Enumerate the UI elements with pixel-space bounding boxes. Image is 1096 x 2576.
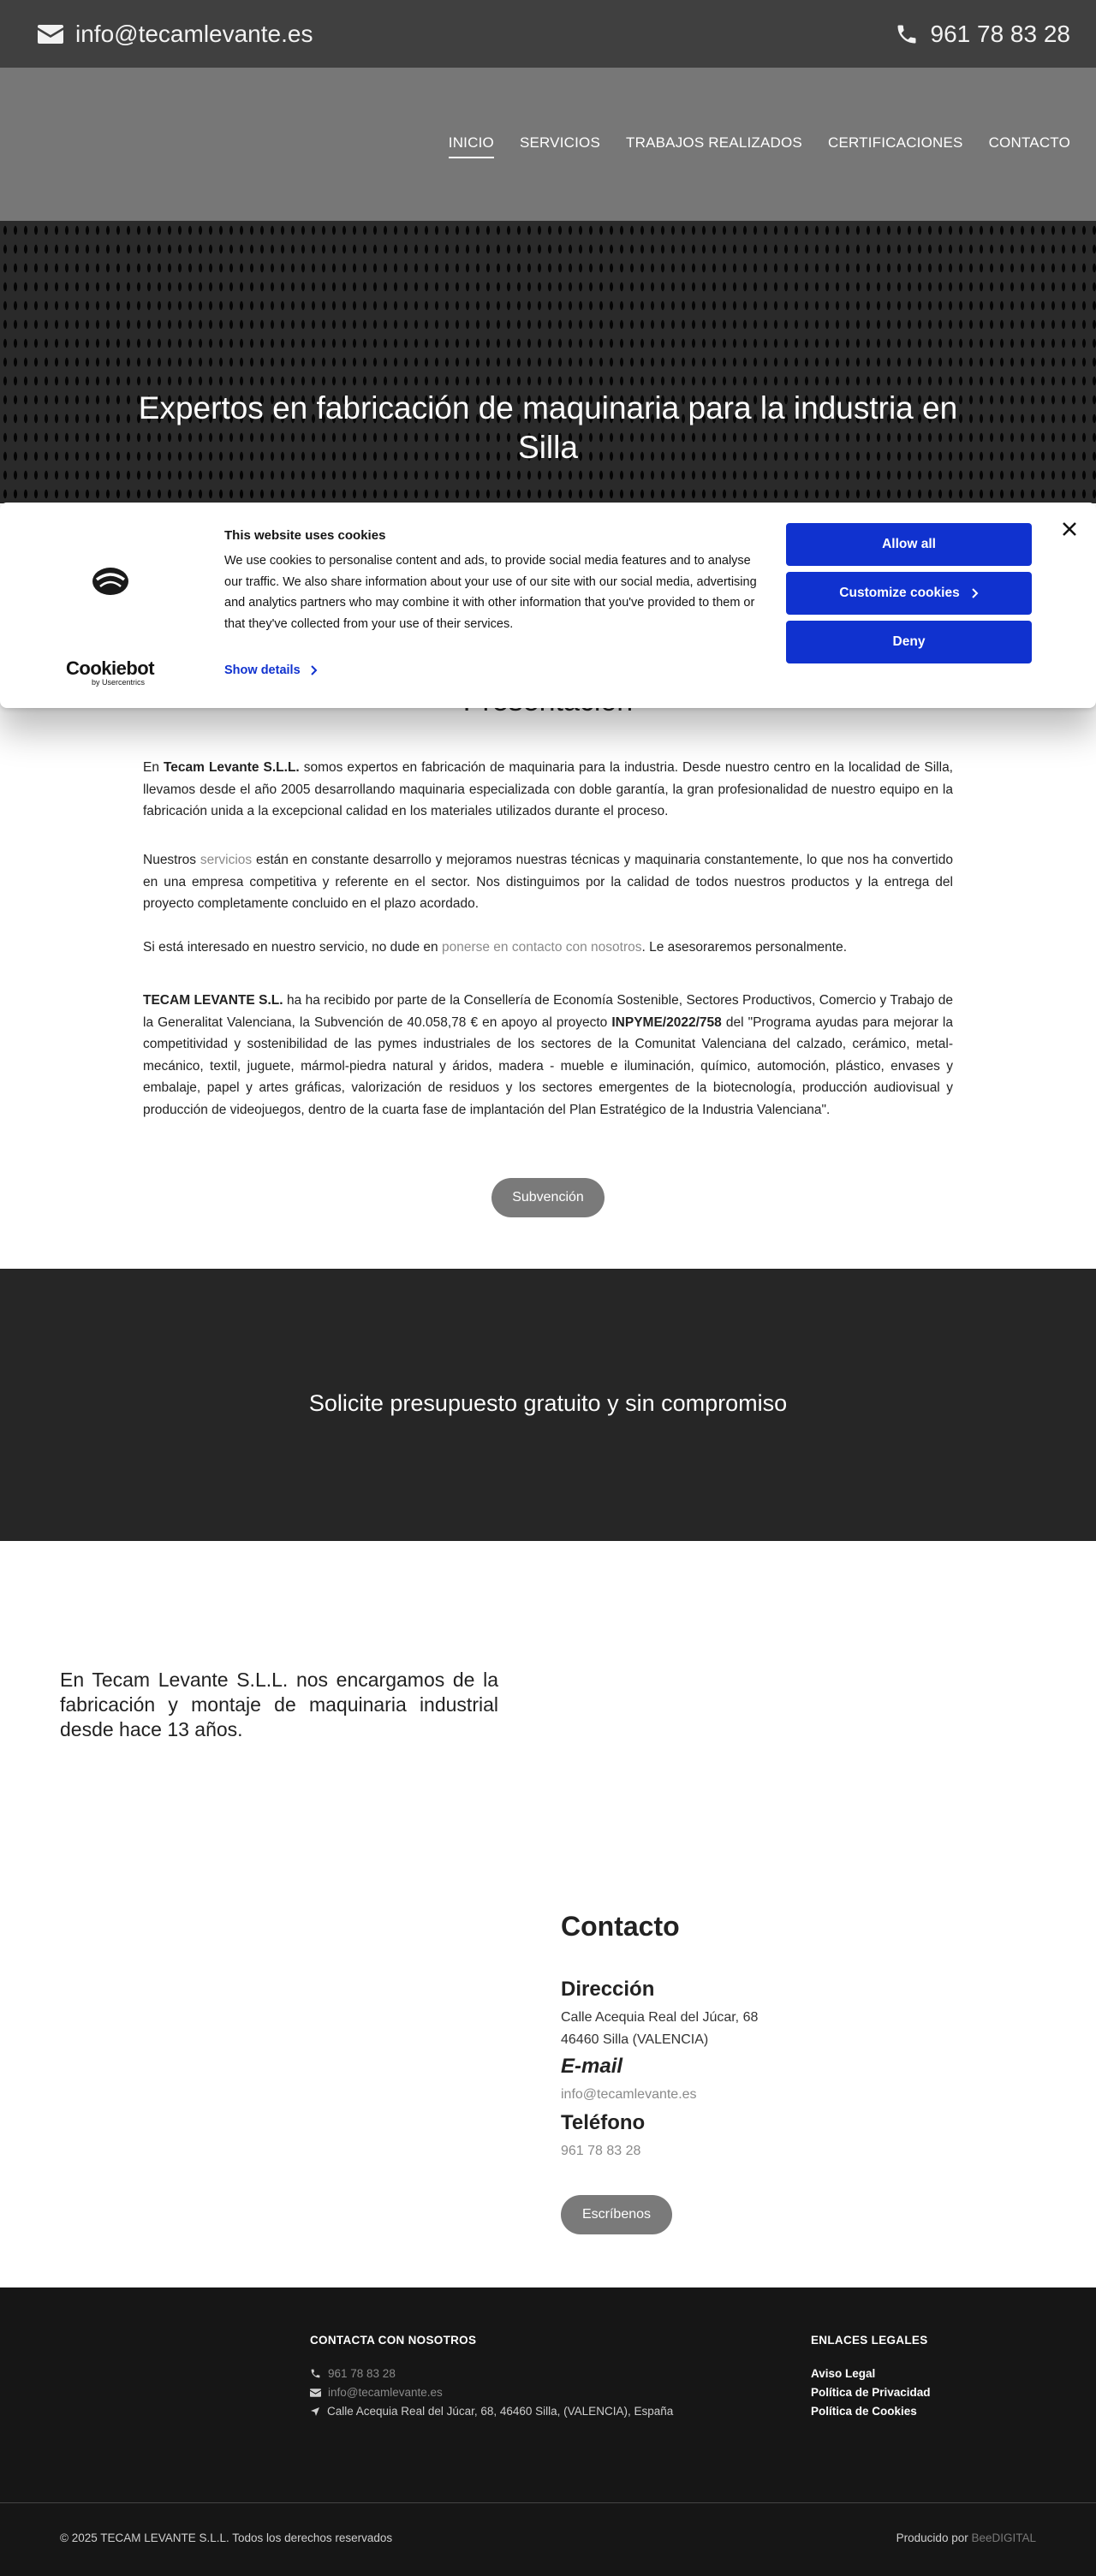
- cookiebot-logo: [66, 659, 160, 687]
- p3-lead: Si está interesado en nuestro servicio, no dude en: [143, 940, 442, 955]
- show-details-label: Show details: [224, 663, 301, 677]
- top-phone-link[interactable]: [895, 21, 1071, 48]
- envelope-icon: [38, 25, 63, 44]
- privacy-policy-link[interactable]: Política de Privacidad: [811, 2386, 931, 2399]
- footer-address-text: Calle Acequia Real del Júcar, 68, 46460 Silla, (VALENCIA), España: [327, 2405, 674, 2418]
- phone-icon: [310, 2368, 321, 2379]
- cookie-heading: This website uses cookies: [224, 528, 386, 543]
- presentacion-paragraph-1: [143, 757, 953, 823]
- producer-link[interactable]: BeeDIGITAL: [971, 2531, 1036, 2544]
- company-intro: En Tecam Levante S.L.L. nos encargamos de la fabricación y montaje de maquinaria industrial desde hace 13 años.: [60, 1669, 498, 1740]
- p2-lead: Nuestros: [143, 853, 200, 867]
- contact-us-link[interactable]: ponerse en contacto con nosotros: [441, 940, 642, 955]
- phone-icon: [895, 22, 919, 46]
- show-details-link[interactable]: [224, 663, 318, 677]
- footer-email-text: info@tecamlevante.es: [328, 2386, 443, 2399]
- contact-email-link[interactable]: info@tecamlevante.es: [561, 2087, 697, 2102]
- envelope-icon: [310, 2389, 321, 2397]
- cookiebot-brand: Cookiebot: [66, 657, 155, 679]
- footer-phone-link[interactable]: [310, 2367, 396, 2380]
- nav-item-certificaciones[interactable]: CERTIFICACIONES: [827, 134, 963, 151]
- contact-phone-link[interactable]: 961 78 83 28: [561, 2144, 641, 2158]
- cookie-body-text: We use cookies to personalise content and ads, to provide social media features and to analyse our traffic. We also share information about your use of our site with our social media, advertising and analytics partners who may combine it with other information that you've provided to them or that they've collected from your use of their services.: [224, 554, 757, 631]
- telefono-label: Teléfono: [561, 2111, 646, 2134]
- p1-company: Tecam Levante S.L.L.: [163, 760, 300, 775]
- p1-text: somos expertos en fabricación de maquinaria para la industria. Desde nuestro centro en la localidad de Silla, llevamos desde el año 2005 desarrollando maquinaria especializada con doble garantía, la gran profesionalidad de nuestro equipo en la fabricación unida a la excepcional calidad en los materiales utilizados durante el proceso.: [143, 760, 953, 818]
- allow-all-button[interactable]: Allow all: [786, 523, 1032, 566]
- footer-legal-heading: ENLACES LEGALES: [811, 2334, 928, 2347]
- presentacion-paragraph-3: [143, 937, 953, 959]
- p2-text: están en constante desarrollo y mejoramos nuestras técnicas y maquinaria constantemente, lo que nos ha convertido en una empresa competitiva y referente en el sector. Nos distinguimos por la calidad de todos nuestros productos y la entrega del proyecto completamente concluido en el plazo acordado.: [143, 853, 953, 911]
- top-phone-text: 961 78 83 28: [930, 20, 1070, 47]
- customize-label: Customize cookies: [839, 586, 960, 600]
- top-contact-bar: [0, 0, 1096, 68]
- contacto-title: Contacto: [561, 1911, 680, 1942]
- nav-item-trabajos-realizados[interactable]: TRABAJOS REALIZADOS: [626, 134, 802, 151]
- email-label: E-mail: [561, 2055, 623, 2078]
- servicios-link[interactable]: servicios: [200, 853, 253, 867]
- top-email-link[interactable]: [38, 21, 313, 48]
- escribenos-button[interactable]: Escríbenos: [561, 2195, 672, 2234]
- close-icon[interactable]: [1058, 518, 1081, 540]
- customize-cookies-button[interactable]: [786, 572, 1032, 615]
- aviso-legal-link[interactable]: Aviso Legal: [811, 2367, 876, 2380]
- chevron-right-icon: [972, 588, 979, 598]
- hero-banner: [0, 221, 1096, 503]
- nav-item-servicios[interactable]: SERVICIOS: [519, 134, 601, 151]
- chevron-right-icon: [311, 665, 318, 675]
- presentacion-paragraph-4: [143, 990, 953, 1121]
- top-email-text: info@tecamlevante.es: [75, 20, 313, 47]
- footer-email-link[interactable]: [310, 2386, 443, 2399]
- quote-band: [0, 1269, 1096, 1541]
- footer-copyright: © 2025 TECAM LEVANTE S.L.L. Todos los derechos reservados: [60, 2531, 393, 2544]
- p1-lead: En: [143, 760, 164, 775]
- quote-band-title[interactable]: Solicite presupuesto gratuito y sin compromiso: [308, 1390, 788, 1416]
- address-line-1: Calle Acequia Real del Júcar, 68: [561, 2010, 759, 2025]
- p4-company: TECAM LEVANTE S.L.: [143, 993, 283, 1008]
- p4-project-code: INPYME/2022/758: [611, 1014, 722, 1030]
- p4-text-1: ha ha recibido por parte de la Consellería de Economía Sostenible, Sectores Productivos, Comercio y Trabajo de la Generalitat Valenciana, la Subvención de 40.058,78 € en apoyo al proyecto: [143, 993, 953, 1030]
- cookiebot-sub: by Usercentrics: [92, 678, 146, 687]
- cookies-policy-link[interactable]: Política de Cookies: [811, 2405, 917, 2418]
- main-navigation: [0, 68, 1096, 221]
- produced-by-label: Producido por: [896, 2531, 972, 2544]
- footer-address: [310, 2405, 673, 2418]
- subvencion-button[interactable]: Subvención: [491, 1178, 605, 1217]
- location-arrow-icon: [310, 2406, 320, 2417]
- p3-text: . Le asesoraremos personalmente.: [641, 940, 848, 955]
- hero-title: Expertos en fabricación de maquinaria para la industria en Silla: [138, 390, 958, 465]
- presentacion-paragraph-2: [143, 849, 953, 915]
- footer-divider: [0, 2502, 1096, 2503]
- cookie-logo-icon: [92, 562, 129, 597]
- nav-item-contacto[interactable]: CONTACTO: [988, 134, 1070, 151]
- address-line-2: 46460 Silla (VALENCIA): [561, 2032, 709, 2047]
- footer: [0, 2287, 1096, 2576]
- nav-item-inicio[interactable]: INICIO: [449, 134, 494, 158]
- footer-contact-heading: CONTACTA CON NOSOTROS: [310, 2334, 477, 2347]
- p4-text-2: del "Programa ayudas para mejorar la competitividad y sostenibilidad de las pymes industriales de los sectores de la Comunitat Valenciana del calzado, cerámico, metal-mecánico, textil, juguete, mármol-piedra natural y áridos, madera - mueble e iluminación, químico, automoción, plástico, envases y embalaje, papel y artes gráficas, valorización de residuos y los sectores emergentes de la biotecnología, producción audiovisual y producción de videojuegos, dentro de la cuarta fase de implantación del Plan Estratégico de la Industria Valenciana".: [143, 1014, 953, 1117]
- footer-phone-text: 961 78 83 28: [328, 2367, 396, 2380]
- deny-button[interactable]: Deny: [786, 621, 1032, 663]
- cookie-consent-banner: [0, 503, 1096, 708]
- direccion-label: Dirección: [561, 1978, 655, 2001]
- footer-producer: [896, 2531, 1036, 2544]
